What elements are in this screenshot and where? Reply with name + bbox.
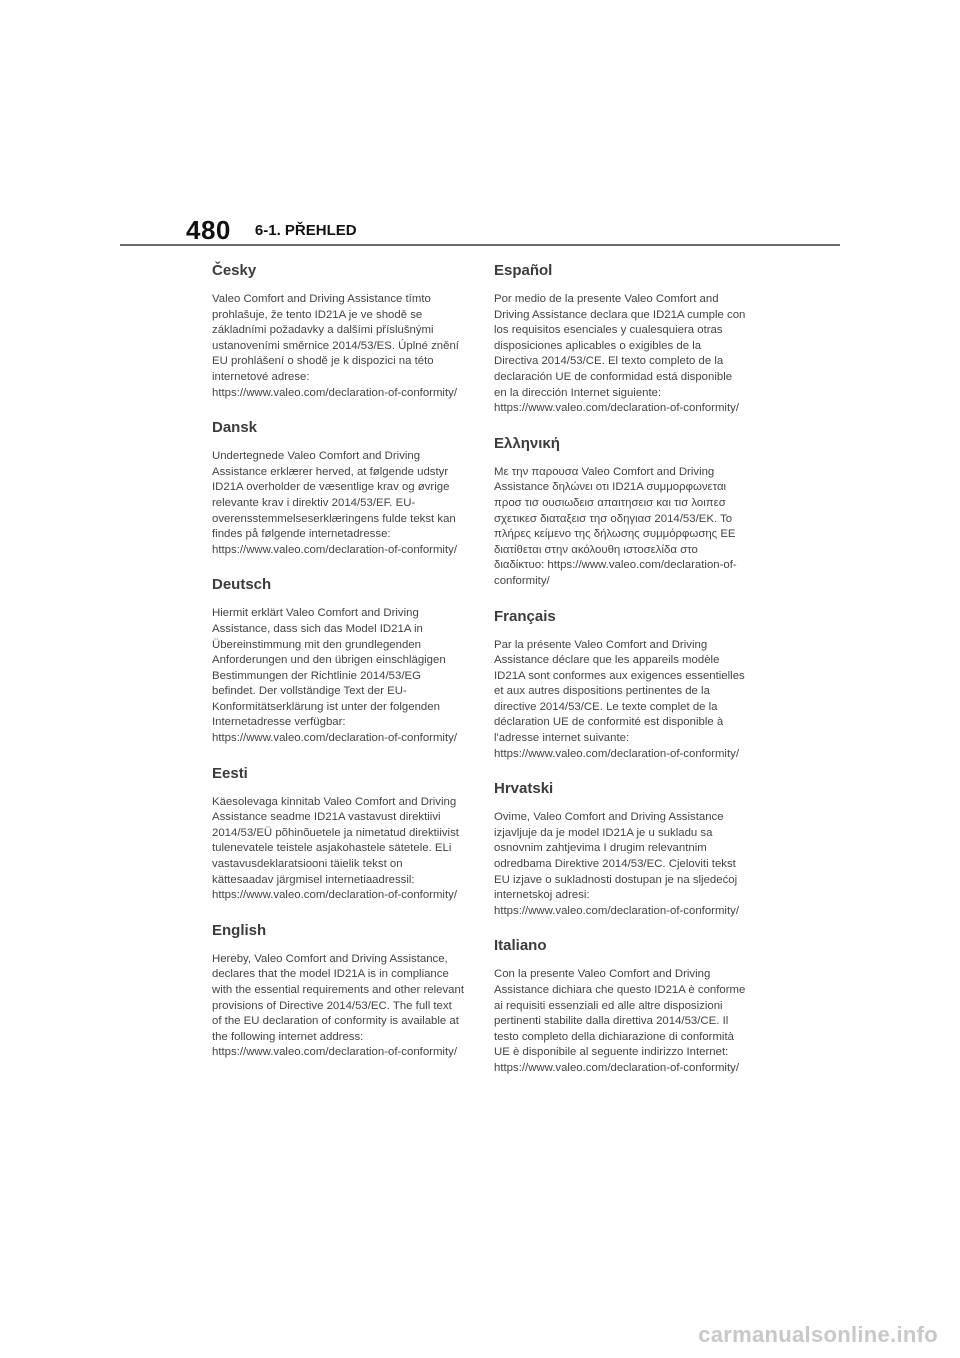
page-number: 480 [186,214,231,245]
section-cesky [212,258,464,401]
section-heading: Deutsch [212,576,272,594]
section-text: Valeo Comfort and Driving Assistance tímto prohlašuje, že tento ID21A je ve shodě se základními požadavky a dalšími příslušnými ustanoveními směrnice 2014/53/ES. Úplné znění EU prohlášení o shodě je k dispozici na této internetové adrese: https://www.valeo.com/declaration-of-conformity/ [212,293,459,399]
section-text: Hereby, Valeo Comfort and Driving Assistance, declares that the model ID21A is in compliance with the essential requirements and other relevant provisions of Directive 2014/53/EC. The full text of the EU declaration of conformity is available at the following internet address: https://www.valeo.com/declaration-of-conformity/ [212,952,465,1059]
section-text: Käesolevaga kinnitab Valeo Comfort and Driving Assistance seadme ID21A vastavust direktiivi 2014/53/EÜ põhinõuetele ja nimetatud direktiivist tulenevatele teistele asjakohastele sätetele. ELi vastavusdeklaratsiooni täielik tekst on kättesaadav järgmisel internetiaadressil: https://www.valeo.com/declaration-of-conformity/ [212,795,459,902]
section-hrvatski [494,776,746,919]
section-ellinika [494,431,746,590]
left-column [212,258,464,1075]
section-heading: Español [494,262,553,279]
section-francais [494,604,746,763]
section-heading: English [212,921,267,939]
section-text: Με την παρουσα Valeo Comfort and Driving Assistance δηλώνει οτι ID21A συμμορφωνεται προσ τισ ουσιωδεισ απαιτησεισ και τισ λοιπεσ σχετικεσ διαταξεισ τησ οδηγιασ 2014/53/ΕΚ. Το πλήρες κείμενο της δήλωσης συμμόρφωσης ΕΕ διατίθεται στην ακόλουθη ιστοσελίδα στο διαδίκτυο: https://www.valeo.com/declaration-of-conformity/ [494,465,737,587]
section-text: Con la presente Valeo Comfort and Driving Assistance dichiara che questo ID21A è conforme ai requisiti essenziali ed alle altre disposizioni pertinenti stabilite dalla direttiva 2014/53/CE. Il testo completo della dichiarazione di conformità UE è disponibile al seguente indirizzo Internet: https://www.valeo.com/declaration-of-conformity/ [494,968,746,1074]
section-heading: Česky [212,262,257,279]
header-divider [120,244,840,246]
section-deutsch [212,572,464,746]
section-heading: Ελληνική [494,434,560,452]
section-text: Par la présente Valeo Comfort and Driving Assistance déclare que les appareils modèle ID21A sont conformes aux exigences essentielles et aux autres dispositions pertinentes de la directive 2014/53/CE. Le texte complet de la déclaration UE de conformité est disponible à l'adresse internet suivante: https://www.valeo.com/declaration-of-conformity/ [494,638,745,760]
section-text: Hiermit erklärt Valeo Comfort and Driving Assistance, dass sich das Model ID21A in Übereinstimmung mit den grundlegenden Anforderungen und den übrigen einschlägigen Bestimmungen der Richtlinie 2014/53/EG befindet. Der vollständige Text der EU-Konformitätserklärung ist unter der folgenden Internetadresse verfügbar: https://www.valeo.com/declaration-of-conformity/ [212,607,457,745]
site-watermark: carmanualsonline.info [698,1322,938,1347]
section-dansk [212,415,464,558]
section-heading: Italiano [494,937,547,955]
section-text: Undertegnede Valeo Comfort and Driving Assistance erklærer herved, at følgende udstyr ID21A overholder de væsentlige krav og øvrige relevante krav i direktiv 2014/53/EF. EU-overensstemmelseserklæringens fulde tekst kan findes på følgende internetadresse: https://www.valeo.com/declaration-of-conformity/ [212,450,457,556]
section-text: Por medio de la presente Valeo Comfort and Driving Assistance declara que ID21A cumple con los requisitos esenciales y cualesquiera otras disposiciones aplicables o exigibles de la Directiva 2014/53/CE. El texto completo de la declaración UE de conformidad está disponible en la dirección Internet siguiente: https://www.valeo.com/declaration-of-conformity/ [494,293,746,415]
section-espanol [494,258,746,417]
right-column [494,258,746,1091]
section-heading: Eesti [212,764,248,782]
chapter-title: 6-1. PŘEHLED [254,221,357,239]
section-heading: Hrvatski [494,780,554,798]
section-italiano [494,933,746,1076]
section-heading: Dansk [212,419,258,437]
section-heading: Français [494,607,556,625]
page-header [186,212,357,248]
section-eesti [212,761,464,904]
section-text: Ovime, Valeo Comfort and Driving Assistance izjavljuje da je model ID21A je u sukladu sa osnovnim zahtjevima I drugim relevantnim odredbama Direktive 2014/53/EC. Cjeloviti tekst EU izjave o sukladnosti dostupan je na sljedećoj internetskoj adresi: https://www.valeo.com/declaration-of-conformity/ [494,811,739,917]
section-english [212,918,464,1061]
